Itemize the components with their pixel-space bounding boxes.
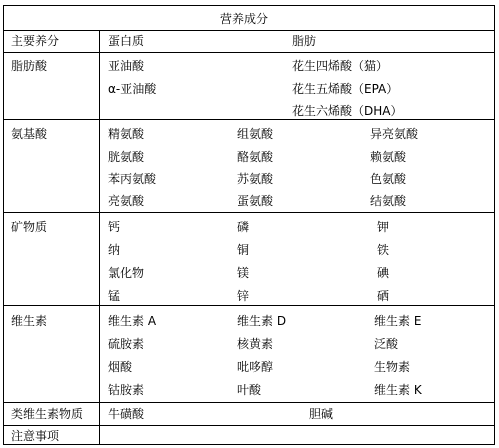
vitamin-item: 吡哆醇 [237,360,274,374]
amino-acid-item: 胱氨酸 [108,150,145,164]
mineral-item: 铜 [237,243,250,257]
row-divider [4,212,494,213]
amino-acid-item: 赖氨酸 [370,150,407,164]
mineral-item: 磷 [237,220,250,234]
mineral-label: 矿物质 [11,220,48,234]
protein-header: 蛋白质 [108,34,145,48]
vitamin-item: 钴胺素 [108,383,145,397]
mineral-item: 硒 [377,289,390,303]
amino-acid-item: 异亮氨酸 [370,127,419,141]
row-divider [4,119,494,120]
vitamin-like-item: 胆碱 [309,407,334,421]
mineral-item: 锌 [237,289,250,303]
fatty-acid-label: 脂肪酸 [11,59,48,73]
mineral-item: 镁 [237,266,250,280]
row-divider [4,402,494,403]
row-divider [4,30,494,31]
mineral-item: 钾 [377,220,390,234]
vitamin-item: 生物素 [374,360,411,374]
table-title: 营养成分 [220,12,269,26]
amino-acid-item: 苏氨酸 [237,172,274,186]
mineral-item: 纳 [108,243,121,257]
mineral-item: 氯化物 [108,266,145,280]
amino-acid-item: 精氨酸 [108,127,145,141]
main-nutrient-header: 主要养分 [11,34,60,48]
vitamin-item: 维生素 A [108,314,157,328]
amino-acid-item: 蛋氨酸 [237,194,274,208]
column-divider [99,30,100,444]
vitamin-item: 维生素 K [374,383,422,397]
amino-acid-label: 氨基酸 [11,127,48,141]
vitamin-item: 硫胺素 [108,337,145,351]
vitamin-like-item: 牛磺酸 [108,407,145,421]
notes-label: 注意事项 [11,429,60,443]
fatty-acid-item: 亚油酸 [108,59,145,73]
vitamin-item: 核黄素 [237,337,274,351]
row-divider [4,425,494,426]
amino-acid-item: 结氨酸 [370,194,407,208]
amino-acid-item: 亮氨酸 [108,194,145,208]
row-divider [4,305,494,306]
amino-acid-item: 色氨酸 [370,172,407,186]
fatty-acid-item: 花生六烯酸（DHA） [292,104,403,118]
mineral-item: 锰 [108,289,121,303]
vitamin-item: 烟酸 [108,360,133,374]
vitamin-item: 维生素 D [237,314,287,328]
fatty-acid-item: 花生四烯酸（猫） [292,59,389,73]
nutrition-table [3,5,495,445]
mineral-item: 碘 [377,266,390,280]
amino-acid-item: 酪氨酸 [237,150,274,164]
amino-acid-item: 苯丙氨酸 [108,172,157,186]
fatty-acid-item: 花生五烯酸（EPA） [292,82,399,96]
vitamin-item: 泛酸 [374,337,399,351]
fat-header: 脂肪 [292,34,317,48]
vitamin-like-label: 类维生素物质 [11,407,84,421]
fatty-acid-item: α-亚油酸 [108,82,157,96]
vitamin-item: 维生素 E [374,314,422,328]
vitamin-label: 维生素 [11,314,48,328]
mineral-item: 铁 [377,243,390,257]
vitamin-item: 叶酸 [237,383,262,397]
amino-acid-item: 组氨酸 [237,127,274,141]
row-divider [4,52,494,53]
mineral-item: 钙 [108,220,121,234]
